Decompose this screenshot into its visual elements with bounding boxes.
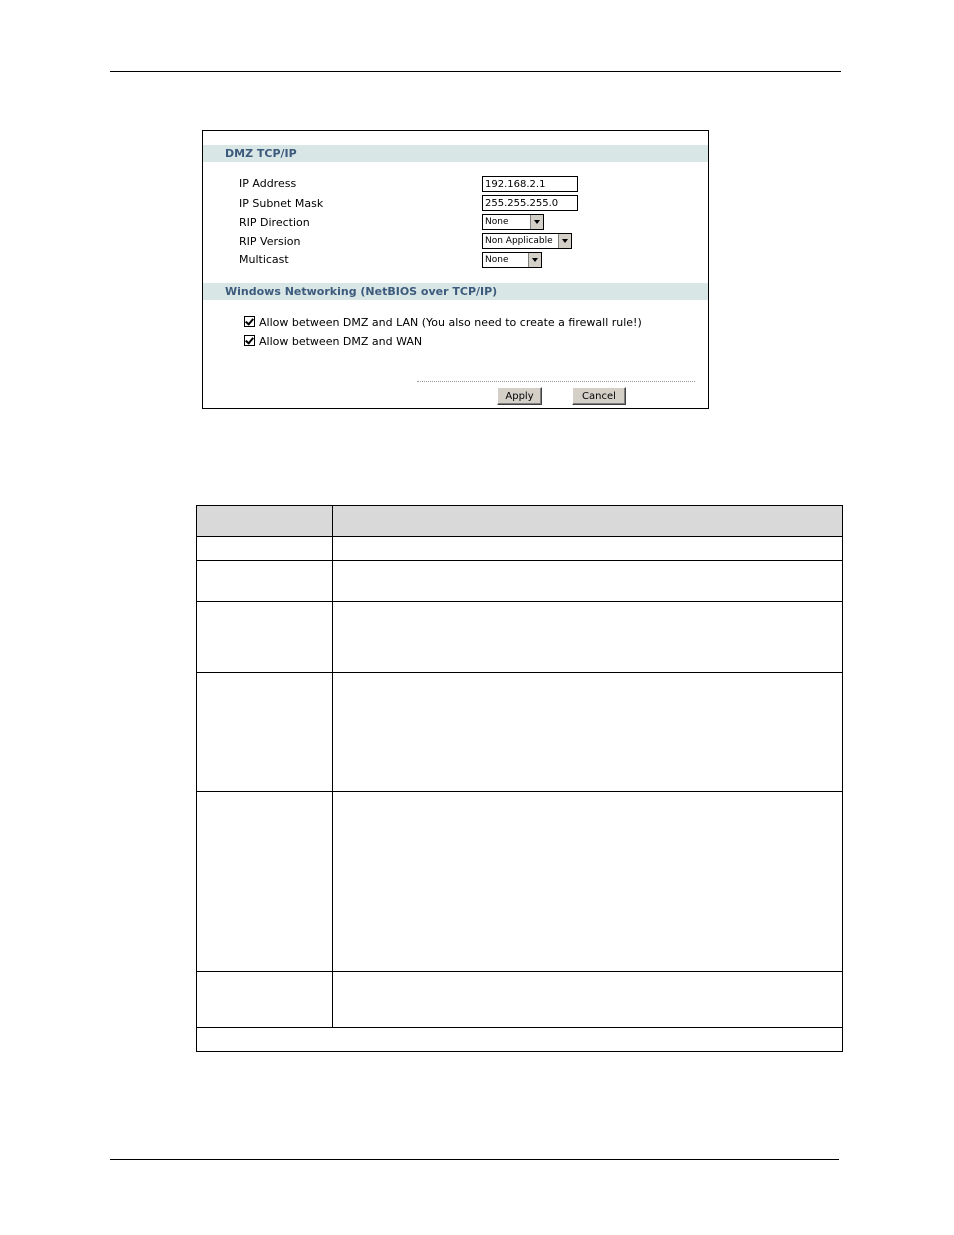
section-header-dmz-tcpip: DMZ TCP/IP [203,145,708,162]
section-header-windows-networking: Windows Networking (NetBIOS over TCP/IP) [203,283,708,300]
allow-dmz-lan-label: Allow between DMZ and LAN (You also need to create a firewall rule!) [259,316,642,329]
rip-version-value: Non Applicable [485,236,553,246]
subnet-mask-label: IP Subnet Mask [239,197,324,210]
multicast-label: Multicast [239,253,289,266]
table-row [197,673,843,792]
description-table [196,505,843,1052]
footer-rule [110,1159,839,1160]
chevron-down-icon [530,215,543,229]
table-header-cell [333,506,843,537]
table-cell [333,673,843,792]
multicast-select[interactable] [482,252,542,268]
chevron-down-icon [528,253,541,267]
allow-dmz-wan-label: Allow between DMZ and WAN [259,335,423,348]
table-cell [333,792,843,972]
allow-dmz-lan-checkbox[interactable] [244,316,255,327]
table-cell [333,537,843,561]
ip-address-label: IP Address [239,177,297,190]
table-cell [197,537,333,561]
table-cell [197,1028,843,1052]
ip-address-input[interactable] [482,176,578,192]
table-cell [197,561,333,602]
rip-direction-label: RIP Direction [239,216,310,229]
header-rule [110,71,841,72]
table-row [197,792,843,972]
allow-dmz-lan-row[interactable] [244,316,642,329]
table-cell [197,972,333,1028]
table-cell [333,972,843,1028]
table-cell [197,602,333,673]
table-cell [197,792,333,972]
rip-direction-value: None [485,217,509,227]
table-row [197,561,843,602]
allow-dmz-wan-row[interactable] [244,335,422,348]
chevron-down-icon [558,234,571,248]
table-row [197,972,843,1028]
cancel-button[interactable]: Cancel [572,387,626,405]
button-divider [417,381,695,382]
dmz-settings-panel [202,130,709,409]
rip-version-label: RIP Version [239,235,301,248]
rip-direction-select[interactable] [482,214,544,230]
table-header-row [197,506,843,537]
table-row [197,602,843,673]
table-cell [333,602,843,673]
multicast-value: None [485,255,509,265]
table-cell [197,673,333,792]
table-footer-row [197,1028,843,1052]
subnet-mask-input[interactable] [482,195,578,211]
apply-button[interactable]: Apply [497,387,542,405]
rip-version-select[interactable] [482,233,572,249]
table-header-cell [197,506,333,537]
table-row [197,537,843,561]
allow-dmz-wan-checkbox[interactable] [244,335,255,346]
table-cell [333,561,843,602]
